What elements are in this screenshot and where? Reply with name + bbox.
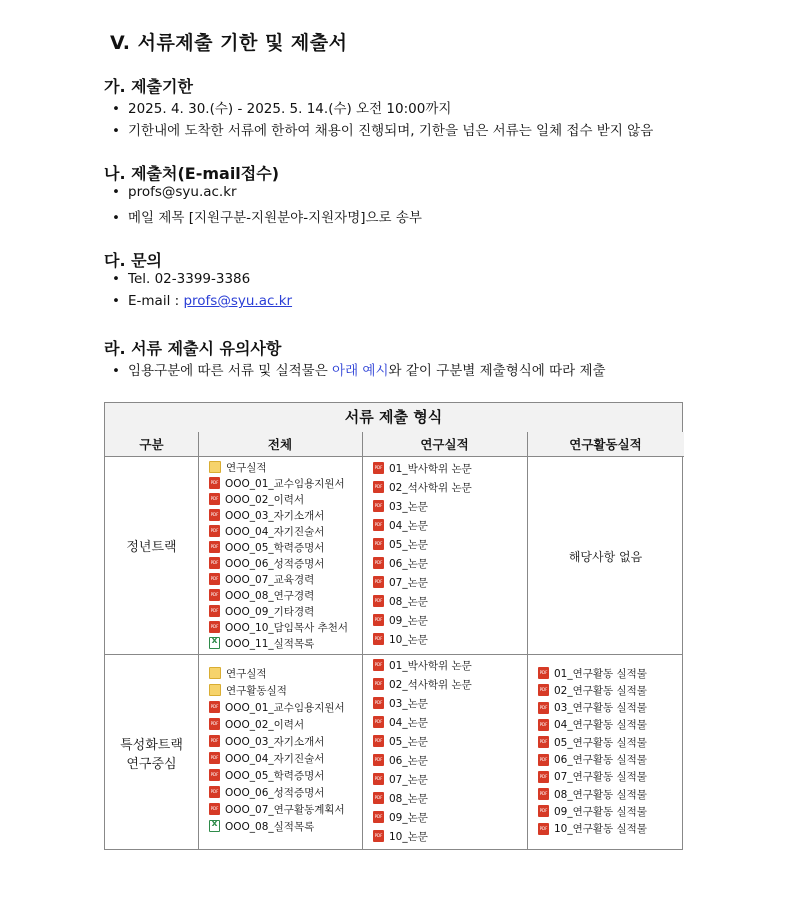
file-item <box>209 460 267 474</box>
file-item <box>209 802 345 816</box>
file-item <box>209 524 324 538</box>
row-label-special <box>105 736 198 774</box>
file-name: 10_논문 <box>389 633 428 646</box>
pdf-icon <box>209 557 220 569</box>
file-name: OOO_02_이력서 <box>225 718 305 731</box>
pdf-icon <box>209 735 220 747</box>
file-item <box>373 632 428 646</box>
pdf-icon <box>209 525 220 537</box>
pdf-icon <box>373 697 384 709</box>
file-name: OOO_06_성적증명서 <box>225 557 325 570</box>
file-name: 09_연구활동 실적물 <box>554 805 647 818</box>
submit-heading: 나. 제출처(E-mail접수) <box>104 164 280 183</box>
pdf-icon <box>538 754 549 766</box>
pdf-icon <box>373 773 384 785</box>
file-name: OOO_03_자기소개서 <box>225 509 325 522</box>
file-name: 03_연구활동 실적물 <box>554 702 647 715</box>
notes-bullet: • 임용구분에 따른 서류 및 실적물은 아래 예시와 같이 구분별 제출형식에 따라 제출 <box>112 363 606 379</box>
file-name: OOO_05_학력증명서 <box>225 769 325 782</box>
file-name: OOO_09_기타경력 <box>225 605 315 618</box>
file-name: 02_석사학위 논문 <box>389 678 472 691</box>
pdf-icon <box>373 481 384 493</box>
file-item <box>373 734 428 748</box>
file-item <box>209 476 345 490</box>
pdf-icon <box>373 811 384 823</box>
pdf-icon <box>209 477 220 489</box>
file-name: 04_논문 <box>389 716 428 729</box>
file-item <box>373 677 472 691</box>
pdf-icon <box>373 595 384 607</box>
file-item <box>209 620 348 634</box>
table-caption: 서류 제출 형식 <box>105 403 682 433</box>
header-activity: 연구활동실적 <box>527 432 684 457</box>
deadline-heading: 가. 제출기한 <box>104 77 193 96</box>
file-name: OOO_08_연구경력 <box>225 589 315 602</box>
file-item <box>209 785 324 799</box>
pdf-icon <box>538 805 549 817</box>
file-item <box>373 753 428 767</box>
file-name: 06_연구활동 실적물 <box>554 754 647 766</box>
file-name: 02_연구활동 실적물 <box>554 684 647 697</box>
file-name: 04_논문 <box>389 519 428 532</box>
file-item <box>209 540 324 554</box>
pdf-icon <box>373 659 384 671</box>
pdf-icon <box>373 792 384 804</box>
submit-text-1: profs@syu.ac.kr <box>128 184 237 200</box>
file-item <box>373 537 428 551</box>
file-name: 05_논문 <box>389 735 428 748</box>
file-item <box>209 751 324 765</box>
file-name: 04_연구활동 실적물 <box>554 719 647 732</box>
pdf-icon <box>538 736 549 748</box>
file-item <box>373 518 428 532</box>
submit-text-2: 메일 제목 [지원구분-지원분야-지원자명]으로 송부 <box>128 210 422 226</box>
pdf-icon <box>373 614 384 626</box>
file-name: 09_논문 <box>389 811 428 824</box>
file-name: 05_논문 <box>389 538 428 551</box>
file-item <box>209 556 324 570</box>
row-label-line2: 연구중심 <box>126 757 177 772</box>
pdf-icon <box>209 573 220 585</box>
file-name: 02_석사학위 논문 <box>389 481 472 494</box>
file-item <box>538 701 647 715</box>
file-name: OOO_07_연구활동계획서 <box>225 803 345 816</box>
tel-text: Tel. 02-3399-3386 <box>128 271 251 287</box>
pdf-icon <box>538 667 549 679</box>
row-divider <box>105 654 682 655</box>
file-name: OOO_08_실적목록 <box>225 820 315 833</box>
pdf-icon <box>373 716 384 728</box>
file-item <box>373 829 428 843</box>
file-item <box>209 819 314 833</box>
column-divider <box>527 432 528 849</box>
pdf-icon <box>209 786 220 798</box>
deadline-bullet-2: • 기한내에 도착한 서류에 한하여 채용이 진행되며, 기한을 넘은 서류는 일체 접수 받지 않음 <box>112 123 654 139</box>
pdf-icon <box>373 538 384 550</box>
file-name: 05_연구활동 실적물 <box>554 736 647 749</box>
pdf-icon <box>373 754 384 766</box>
header-all: 전체 <box>198 432 362 457</box>
file-item <box>209 666 267 680</box>
file-name: 03_논문 <box>389 697 428 710</box>
file-item <box>209 683 287 697</box>
row-label-tenure: 정년트랙 <box>126 540 177 555</box>
email-label: E-mail : <box>128 293 184 309</box>
notes-heading: 라. 서류 제출시 유의사항 <box>104 339 282 358</box>
file-name: OOO_06_성적증명서 <box>225 786 325 799</box>
file-name: OOO_10_담임목사 추천서 <box>225 621 348 634</box>
file-item <box>538 666 647 680</box>
pdf-icon <box>209 589 220 601</box>
file-item <box>373 499 428 513</box>
file-name: 01_연구활동 실적물 <box>554 667 647 680</box>
folder-icon <box>209 461 221 473</box>
deadline-bullet-1: • 2025. 4. 30.(수) - 2025. 5. 14.(수) 오전 10:00까지 <box>112 101 452 117</box>
pdf-icon <box>373 462 384 474</box>
pdf-icon <box>373 830 384 842</box>
header-research: 연구실적 <box>362 432 527 457</box>
section-title: V. 서류제출 기한 및 제출서 <box>110 32 348 54</box>
contact-heading: 다. 문의 <box>104 251 163 270</box>
file-name: OOO_07_교육경력 <box>225 573 315 586</box>
pdf-icon <box>209 541 220 553</box>
file-name: OOO_11_실적목록 <box>225 637 315 650</box>
file-item <box>209 604 314 618</box>
file-item <box>373 658 472 672</box>
pdf-icon <box>373 500 384 512</box>
file-name: 07_논문 <box>389 773 428 786</box>
pdf-icon <box>209 803 220 815</box>
folder-icon <box>209 667 221 679</box>
pdf-icon <box>373 576 384 588</box>
pdf-icon <box>373 678 384 690</box>
file-item <box>538 822 647 836</box>
file-item <box>373 772 428 786</box>
file-name: 10_논문 <box>389 830 428 843</box>
file-item <box>373 613 428 627</box>
file-name: 06_논문 <box>389 754 428 767</box>
file-name: 연구실적 <box>226 461 267 474</box>
deadline-text-2: 기한내에 도착한 서류에 한하여 채용이 진행되며, 기한을 넘은 서류는 일체 접수 받지 않음 <box>128 123 654 139</box>
pdf-icon <box>209 701 220 713</box>
file-item <box>373 480 472 494</box>
folder-icon <box>209 684 221 696</box>
file-item <box>209 636 314 650</box>
deadline-text-1: 2025. 4. 30.(수) - 2025. 5. 14.(수) 오전 10:00까지 <box>128 101 452 117</box>
file-item <box>538 735 647 749</box>
file-item <box>373 461 472 475</box>
file-item <box>538 683 647 697</box>
pdf-icon <box>209 493 220 505</box>
file-name: OOO_05_학력증명서 <box>225 541 325 554</box>
file-name: OOO_02_이력서 <box>225 493 305 506</box>
file-item <box>209 768 324 782</box>
submit-bullet-1: • profs@syu.ac.kr <box>112 184 237 200</box>
header-category: 구분 <box>105 432 198 457</box>
file-item <box>373 594 428 608</box>
excel-icon <box>209 820 220 832</box>
pdf-icon <box>538 771 549 783</box>
pdf-icon <box>373 519 384 531</box>
file-item <box>209 588 314 602</box>
pdf-icon <box>373 633 384 645</box>
file-item <box>209 572 314 586</box>
submission-format-table <box>104 402 683 850</box>
file-item <box>538 770 647 784</box>
file-item <box>373 556 428 570</box>
notes-text-post: 와 같이 구분별 제출형식에 따라 제출 <box>388 363 606 379</box>
file-name: 연구실적 <box>226 667 267 680</box>
file-name: OOO_03_자기소개서 <box>225 735 325 748</box>
file-item <box>209 734 324 748</box>
pdf-icon <box>209 752 220 764</box>
file-item <box>538 804 647 818</box>
file-name: 연구활동실적 <box>226 684 287 697</box>
email-link[interactable]: profs@syu.ac.kr <box>183 293 293 309</box>
file-item <box>373 791 428 805</box>
file-name: 01_박사학위 논문 <box>389 462 472 475</box>
pdf-icon <box>538 719 549 731</box>
file-name: 08_논문 <box>389 595 428 608</box>
notes-highlight: 아래 예시 <box>332 363 389 379</box>
file-item <box>373 575 428 589</box>
file-item <box>538 787 647 801</box>
file-name: OOO_04_자기진술서 <box>225 752 325 765</box>
file-item <box>209 492 304 506</box>
notes-text-pre: 임용구분에 따른 서류 및 실적물은 <box>128 363 333 379</box>
file-item <box>538 753 647 767</box>
file-name: OOO_01_교수임용지원서 <box>225 477 345 490</box>
column-divider <box>198 432 199 849</box>
file-name: 01_박사학위 논문 <box>389 659 472 672</box>
pdf-icon <box>209 621 220 633</box>
file-name: 06_논문 <box>389 557 428 570</box>
file-name: 03_논문 <box>389 500 428 513</box>
row-label-line1: 특성화트랙 <box>120 738 183 753</box>
file-item <box>373 810 428 824</box>
pdf-icon <box>373 557 384 569</box>
file-name: OOO_01_교수임용지원서 <box>225 701 345 714</box>
contact-tel: • Tel. 02-3399-3386 <box>112 271 251 287</box>
pdf-icon <box>538 702 549 714</box>
file-item <box>373 715 428 729</box>
pdf-icon <box>373 735 384 747</box>
pdf-icon <box>209 769 220 781</box>
submit-bullet-2: • 메일 제목 [지원구분-지원분야-지원자명]으로 송부 <box>112 210 422 226</box>
file-name: 08_연구활동 실적물 <box>554 788 647 801</box>
file-name: 09_논문 <box>389 614 428 627</box>
file-name: 10_연구활동 실적물 <box>554 823 647 836</box>
file-name: 08_논문 <box>389 792 428 805</box>
excel-icon <box>209 637 220 649</box>
pdf-icon <box>209 605 220 617</box>
pdf-icon <box>209 718 220 730</box>
file-item <box>373 696 428 710</box>
file-name: OOO_04_자기진술서 <box>225 525 325 538</box>
contact-email: • E-mail : profs@syu.ac.kr <box>112 293 293 309</box>
pdf-icon <box>538 788 549 800</box>
pdf-icon <box>538 684 549 696</box>
column-divider <box>362 432 363 849</box>
file-item <box>209 717 304 731</box>
pdf-icon <box>538 823 549 835</box>
file-item <box>209 508 324 522</box>
file-name: 07_연구활동 실적물 <box>554 771 647 784</box>
file-name: 07_논문 <box>389 576 428 589</box>
pdf-icon <box>209 509 220 521</box>
activity-none-text: 해당사항 없음 <box>568 550 643 564</box>
file-item <box>538 718 647 732</box>
file-item <box>209 700 345 714</box>
